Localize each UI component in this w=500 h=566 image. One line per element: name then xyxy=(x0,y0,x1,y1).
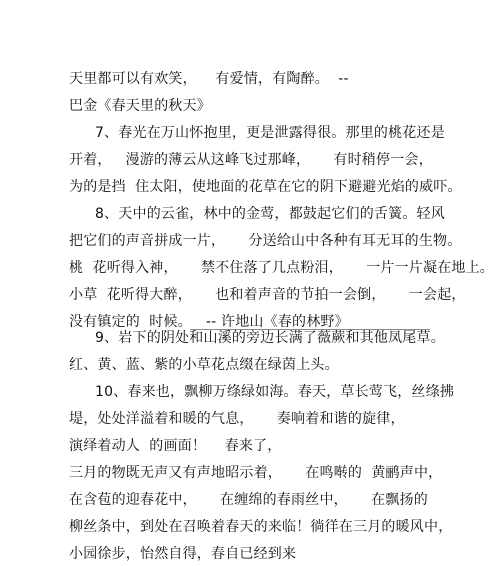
text-line-5: 为的是挡 住太阳，使地面的花草在它的阴下避避光焰的威吓。 xyxy=(69,179,462,195)
text-line-17: 在含苞的迎春花中， 在缠绵的春雨丝中， 在飘扬的 xyxy=(69,492,428,508)
text-line-18: 柳丝条中，到处在召唤着春天的来临！徜徉在三月的暖风中， xyxy=(69,519,453,535)
text-line-9: 小草 花听得大醉， 也和着声音的节拍一会倒， 一会起， xyxy=(69,287,466,303)
text-line-8: 桃 花听得入神， 禁不住落了几点粉泪， 一片一片凝在地上。 xyxy=(69,260,495,276)
text-line-12: 红、黄、蓝、紫的小草花点缀在绿茵上头。 xyxy=(69,357,339,373)
text-line-3: 7、春光在万山怀抱里，更是泄露得很。那里的桃花还是 xyxy=(95,125,445,141)
text-line-19: 小园徐步，怡然自得，春自已经到来 xyxy=(69,546,297,562)
text-line-11: 9、岩下的阴处和山溪的旁边长满了薇蕨和其他凤尾草。 xyxy=(95,330,445,346)
text-line-1: 天里都可以有欢笑， 有爱情，有陶醉。 -- xyxy=(69,71,349,87)
text-line-4: 开着， 漫游的薄云从这峰飞过那峰， 有时稍停一会， xyxy=(69,152,433,168)
text-line-7: 把它们的声音拼成一片， 分送给山中各种有耳无耳的生物。 xyxy=(69,233,462,249)
text-line-15: 演绎着动人 的画面！ 春来了， xyxy=(69,438,282,454)
text-line-2: 巴金《春天里的秋天》 xyxy=(69,98,211,114)
text-line-16: 三月的物既无声又有声地昭示着， 在鸣啭的 黄鹂声中， xyxy=(69,465,443,481)
text-line-14: 堤，处处洋溢着和暖的气息， 奏响着和谐的旋律， xyxy=(69,411,405,427)
text-line-13: 10、春来也，飘柳万绦绿如海。春天，草长莺飞，丝绦拂 xyxy=(95,384,455,400)
text-line-10: 没有镇定的 时候。 -- 许地山《春的林野》 xyxy=(69,314,349,330)
text-line-6: 8、天中的云雀，林中的金莺，都鼓起它们的舌簧。轻风 xyxy=(95,206,445,222)
